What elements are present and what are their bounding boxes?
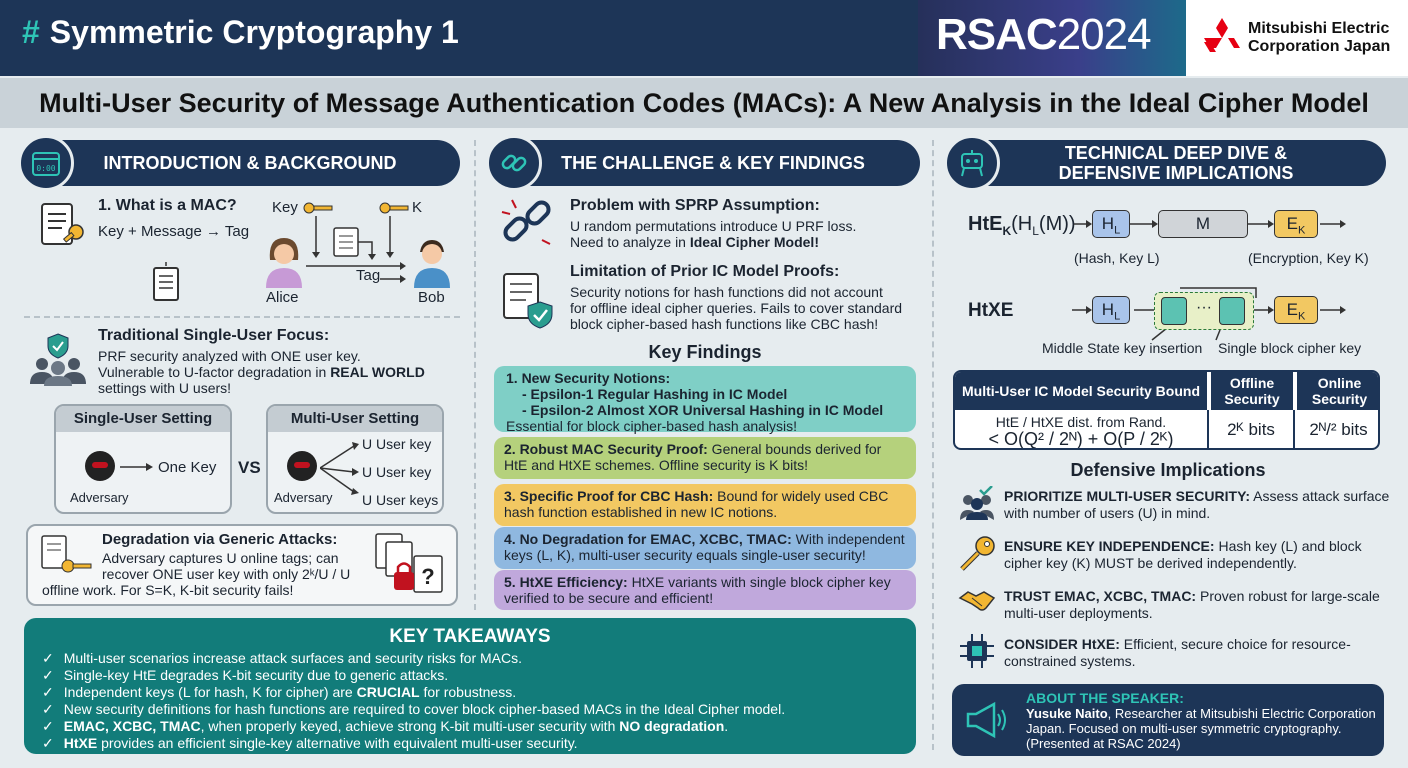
robot-icon [944, 135, 1000, 191]
single-user-line2 [98, 364, 425, 380]
defense-item-2 [1004, 538, 1394, 572]
finding-card-3 [494, 484, 916, 526]
table-header-online: Online Security [1295, 372, 1380, 410]
finding-text: With independent keys (L, K), multi-user security equals single-user security! [504, 531, 905, 563]
check-icon: ✓ [42, 684, 54, 700]
hte-caption-right: (Encryption, Key K) [1248, 250, 1369, 266]
broken-chain-icon [498, 196, 556, 252]
htxe-caption-right: Single block cipher key [1218, 340, 1362, 356]
alice-avatar [264, 236, 304, 288]
hte-arg-end: (M)) [1038, 213, 1076, 235]
takeaway-emphasis: EMAC, XCBC, TMAC [63, 718, 201, 734]
box-title: Multi-User Setting [268, 406, 442, 432]
defense-title: ENSURE KEY INDEPENDENCE: [1004, 538, 1215, 554]
degradation-line1: Adversary captures U online tags; can [102, 550, 339, 566]
finding-line-bold: - Epsilon-1 Regular Hashing in IC Model [522, 386, 788, 402]
check-icon: ✓ [42, 667, 54, 683]
handshake-icon [958, 586, 996, 616]
finding-title: 4. No Degradation for EMAC, XCBC, TMAC: [504, 531, 792, 547]
speaker-line3: (Presented at RSAC 2024) [1026, 736, 1181, 751]
finding-card-4 [494, 527, 916, 569]
table-header-offline: Offline Security [1209, 372, 1293, 410]
document-key-icon [38, 200, 90, 252]
bob-label: Bob [418, 289, 445, 306]
hash-box-L [1092, 210, 1130, 238]
defense-item-4 [1004, 636, 1394, 670]
speaker-title: ABOUT THE SPEAKER: [1026, 690, 1184, 706]
defense-item-3 [1004, 588, 1394, 622]
finding-text: Bound for widely used CBC hash function established in new IC notions. [504, 488, 889, 520]
key-findings-title: Key Findings [648, 342, 762, 362]
defense-text: Proven robust for large-scale multi-user deployments. [1004, 588, 1380, 621]
table-row-desc: HtE / HtXE dist. from Rand. [995, 414, 1167, 430]
prior-line2: for offline ideal cipher queries. Fails to cover standard [570, 300, 903, 316]
calendar-icon [18, 135, 74, 191]
single-user-title: Traditional Single-User Focus: [98, 327, 330, 344]
heading-line1: TECHNICAL DEEP DIVE & [1064, 143, 1288, 163]
column-divider [932, 140, 934, 750]
finding-line [504, 386, 906, 402]
heading-line2: DEFENSIVE IMPLICATIONS [1058, 163, 1294, 183]
box-label: H [1101, 300, 1115, 319]
intro-heading: INTRODUCTION & BACKGROUND [40, 140, 460, 186]
session-title [22, 14, 459, 51]
alice-label: Alice [266, 289, 299, 306]
takeaway-text: Multi-user scenarios increase attack surfaces and security risks for MACs. [63, 650, 522, 666]
event-logo [918, 0, 1186, 76]
fan-arrows-icon [320, 440, 360, 496]
message-box-M: M [1158, 210, 1248, 238]
document-shield-icon [500, 272, 556, 332]
check-icon: ✓ [42, 701, 54, 717]
vs-label: VS [238, 458, 261, 477]
hte-sub: K [1002, 224, 1012, 238]
box-label: E [1286, 300, 1298, 319]
chip-icon [960, 634, 994, 668]
arrow-icon [120, 462, 154, 472]
event-logo-b: 2024 [1056, 10, 1151, 59]
key-icon [302, 200, 334, 216]
defense-text: Efficient, secure choice for resource-constrained systems. [1004, 636, 1351, 669]
offline-security-value: 2ᴷ bits [1227, 420, 1275, 439]
mac-title: 1. What is a MAC? [98, 197, 237, 214]
prior-line3: block cipher-based hash functions like CBC hash! [570, 316, 879, 332]
adversary-icon [84, 450, 116, 484]
defense-text: Assess attack surface with number of users (U) in mind. [1004, 488, 1390, 521]
sprp-title: Problem with SPRP Assumption: [570, 197, 820, 214]
defense-title: TRUST EMAC, XCBC, TMAC: [1004, 588, 1197, 604]
multi-user-setting-box [266, 404, 444, 514]
single-user-line3: settings with U users! [98, 380, 232, 396]
check-icon: ✓ [42, 650, 54, 666]
finding-line-bold: - Epsilon-2 Almost XOR Universal Hashing in IC Model [522, 402, 884, 418]
takeaway-emphasis: CRUCIAL [356, 684, 420, 700]
box-sub: K [1298, 310, 1306, 323]
link-icon [486, 135, 542, 191]
defense-title: CONSIDER HtXE: [1004, 636, 1120, 652]
single-user-setting-box [54, 404, 232, 514]
bob-avatar [412, 236, 452, 288]
finding-line: Essential for block cipher-based hash analysis! [506, 418, 798, 434]
encrypt-box-E [1274, 296, 1318, 324]
box-label: E [1286, 214, 1298, 233]
technical-heading [966, 140, 1386, 186]
adversary-label: Adversary [274, 490, 333, 505]
defense-text: Hash key (L) and block cipher key (K) MUST be derived independently. [1004, 538, 1362, 571]
mac-formula: Key + Message → Tag [98, 223, 250, 240]
box-sub: K [1298, 224, 1306, 237]
event-logo-a: RSAC [936, 10, 1057, 59]
key-takeaways-title: KEY TAKEAWAYS [389, 626, 551, 647]
takeaway-text: Single-key HtE degrades K-bit security due to generic attacks. [63, 667, 449, 683]
sprp-line2a: Need to analyze in [570, 234, 690, 250]
takeaway-emphasis: HtXE [63, 735, 98, 751]
hte-label [968, 212, 1076, 243]
company-line1: Mitsubishi Electric [1248, 20, 1390, 37]
finding-title: 1. New Security Notions: [506, 370, 671, 386]
adversary-label: Adversary [70, 490, 129, 505]
check-icon: ✓ [42, 718, 54, 734]
tag-document-icon [150, 262, 182, 302]
single-user-line2a: Vulnerable to U-factor degradation in [98, 364, 331, 380]
one-key-label: One Key [158, 459, 217, 476]
speaker-line2: Japan. Focused on multi-user symmetric cryptography. [1026, 721, 1342, 736]
table-header-bound: Multi-User IC Model Security Bound [955, 372, 1207, 410]
hash-icon: # [22, 14, 40, 50]
finding-card-1 [494, 366, 916, 432]
user-key-1: U User key [362, 436, 432, 452]
degradation-line3: offline work. For S=K, K-bit security fails! [42, 582, 294, 598]
box-title: Single-User Setting [56, 406, 230, 432]
key-label-left: Key [272, 199, 298, 216]
htxe-label: HtXE [968, 300, 1014, 321]
speaker-affiliation: , Researcher at Mitsubishi Electric Corporation [1107, 706, 1376, 721]
session-title-text: Symmetric Cryptography 1 [49, 14, 459, 50]
key-icon [958, 536, 996, 572]
hte-name: HtE [968, 213, 1003, 235]
finding-card-5 [494, 570, 916, 610]
security-bound-table [953, 370, 1380, 450]
hte-arg: (H [1011, 213, 1033, 235]
ellipsis: ··· [1196, 299, 1212, 316]
section-divider [24, 316, 460, 318]
finding-title: 5. HtXE Efficiency: [504, 574, 628, 590]
box-sub: L [1114, 224, 1121, 237]
takeaway-text: Independent keys (L for hash, K for cipher) are [63, 684, 357, 700]
takeaway-item [42, 684, 516, 700]
htxe-caption-left: Middle State key insertion [1042, 340, 1203, 356]
company-name [1248, 20, 1390, 56]
documents-lock-icon [374, 532, 448, 600]
key-label-right: K [412, 199, 423, 216]
sprp-line2 [570, 234, 819, 250]
hte-caption-left: (Hash, Key L) [1074, 250, 1160, 266]
takeaway-item [42, 650, 522, 666]
speaker-line1 [1026, 706, 1376, 721]
key-takeaways-panel [24, 618, 916, 754]
user-key-2: U User key [362, 464, 432, 480]
speaker-name: Yusuke Naito [1026, 706, 1108, 721]
finding-text: HtXE variants with single block cipher key verified to be secure and efficient! [504, 574, 891, 606]
box-sub: L [1114, 310, 1121, 323]
prior-line1: Security notions for hash functions did not account [570, 284, 883, 300]
defensive-implications-title: Defensive Implications [1070, 460, 1266, 480]
svg-text:0:00: 0:00 [36, 164, 56, 173]
finding-card-2 [494, 437, 916, 479]
encrypt-box-E [1274, 210, 1318, 238]
finding-title: 3. Specific Proof for CBC Hash: [504, 488, 714, 504]
online-security-value: 2ᴺ/² bits [1309, 420, 1368, 439]
takeaway-item [42, 667, 448, 683]
middle-state-block [1219, 297, 1245, 325]
defense-title: PRIORITIZE MULTI-USER SECURITY: [1004, 488, 1251, 504]
user-key-3: U User keys [362, 492, 439, 508]
takeaway-item [42, 718, 728, 734]
box-label: H [1101, 214, 1115, 233]
middle-state-region [1154, 292, 1254, 330]
document-key-icon [40, 534, 94, 578]
takeaway-emphasis: NO degradation [619, 718, 725, 734]
page-title: Multi-User Security of Message Authentication Codes (MACs): A New Analysis in the Ideal Cipher Model [0, 78, 1408, 128]
takeaway-text: . [724, 718, 729, 734]
users-check-icon [958, 486, 996, 520]
company-line2: Corporation Japan [1248, 38, 1391, 55]
column-divider [474, 140, 476, 610]
real-world-emphasis: REAL WORLD [330, 364, 425, 380]
degradation-box [26, 524, 458, 606]
finding-text: General bounds derived for HtE and HtXE schemes. Offline security is K bits! [504, 441, 882, 473]
check-icon: ✓ [42, 735, 54, 751]
degradation-line2: recover ONE user key with only 2ᵏ/U / U [102, 566, 351, 582]
degradation-title: Degradation via Generic Attacks: [102, 531, 338, 548]
challenge-heading: THE CHALLENGE & KEY FINDINGS [506, 140, 920, 186]
hash-box-L [1092, 296, 1130, 324]
company-logo [1186, 0, 1408, 76]
takeaway-text: provides an efficient single-key alternative with equivalent multi-user security. [97, 735, 578, 751]
takeaway-item [42, 701, 785, 717]
takeaway-item [42, 735, 578, 751]
adversary-icon [286, 450, 318, 484]
takeaway-text: , when properly keyed, achieve strong K-bit multi-user security with [200, 718, 620, 734]
finding-line [504, 402, 906, 418]
hte-arg-sub: L [1032, 224, 1039, 238]
middle-state-block [1161, 297, 1187, 325]
three-diamonds-icon [1202, 18, 1242, 54]
defense-item-1 [1004, 488, 1394, 522]
finding-title: 2. Robust MAC Security Proof: [504, 441, 708, 457]
single-user-line1: PRF security analyzed with ONE user key. [98, 348, 361, 364]
key-icon [378, 200, 410, 216]
users-shield-icon [28, 332, 88, 386]
speaker-panel [952, 684, 1384, 756]
svg-text:?: ? [421, 564, 435, 589]
takeaway-text: for robustness. [419, 684, 517, 700]
takeaway-text: New security definitions for hash functions are required to cover block cipher-based MACs in the Ideal Cipher model. [63, 701, 786, 717]
prior-title: Limitation of Prior IC Model Proofs: [570, 263, 840, 280]
table-row-formula: < O(Q² / 2ᴺ) + O(P / 2ᴷ) [988, 429, 1174, 449]
tag-label: Tag [356, 267, 381, 284]
megaphone-icon [964, 700, 1008, 740]
ideal-cipher-emphasis: Ideal Cipher Model! [689, 234, 819, 250]
sprp-line1: U random permutations introduce U PRF loss. [570, 218, 857, 234]
